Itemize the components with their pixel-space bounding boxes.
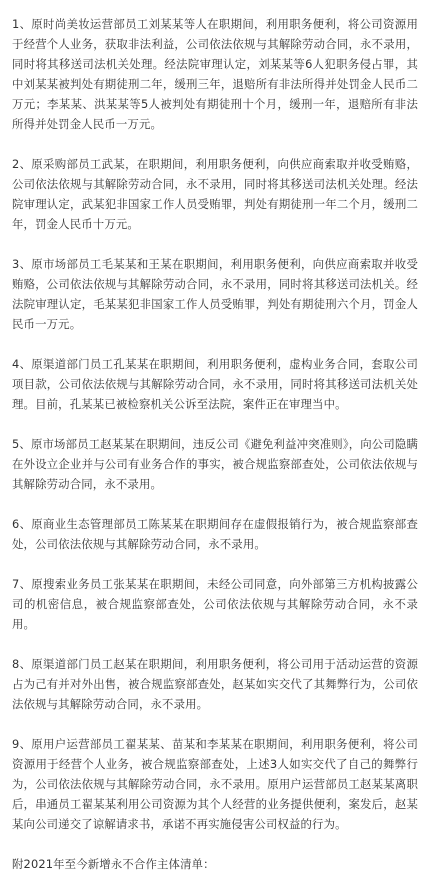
case-paragraph-8: 8、原渠道部门员工赵某在职期间，利用职务便利，将公司用于活动运营的资源占为己有并对外出售，被合规监察部查处，赵某如实交代了其舞弊行为，公司依法依规与其解除劳动合同，永不录用。 (12, 657, 418, 711)
case-paragraph-2: 2、原采购部员工武某，在职期间，利用职务便利，向供应商索取并收受贿赂，公司依法依规与其解除劳动合同，永不录用，同时将其移送司法机关处理。经法院审理认定，武某犯非国家工作人员受贿罪，判处有期徒刑一年二个月，缓刑二年，罚金人民币十万元。 (12, 157, 418, 231)
case-paragraph-9: 9、原用户运营部员工翟某某、苗某和李某某在职期间，利用职务便利，将公司资源用于经营个人业务，被合规监察部查处，上述3人如实交代了自己的舞弊行为，公司依法依规与其解除劳动合同，永不录用。原用户运营部员工赵某某离职后，串通员工翟某某利用公司资源为其个人经营的业务提供便利，案发后，赵某某向公司递交了谅解请求书，承诺不再实施侵害公司权益的行为。 (12, 737, 418, 831)
case-paragraph-3: 3、原市场部员工毛某某和王某在职期间，利用职务便利，向供应商索取并收受贿赂，公司依法依规与其解除劳动合同，永不录用，同时将其移送司法机关。经法院审理认定，毛某某犯非国家工作人员受贿罪，判处有期徒刑六个月，罚金人民币一万元。 (12, 257, 418, 331)
case-paragraph-5: 5、原市场部员工赵某某在职期间，违反公司《避免利益冲突准则》，向公司隐瞒在外设立企业并与公司有业务合作的事实，被合规监察部查处，公司依法依规与其解除劳动合同，永不录用。 (12, 437, 418, 491)
appendix-heading: 附2021年至今新增永不合作主体清单： (12, 857, 215, 871)
case-paragraph-6: 6、原商业生态管理部员工陈某某在职期间存在虚假报销行为，被合规监察部查处，公司依法依规与其解除劳动合同，永不录用。 (12, 517, 418, 551)
case-paragraph-7: 7、原搜索业务员工张某某在职期间，未经公司同意，向外部第三方机构披露公司的机密信息，被合规监察部查处，公司依法依规与其解除劳动合同，永不录用。 (12, 577, 418, 631)
case-paragraph-4: 4、原渠道部门员工孔某某在职期间，利用职务便利，虚构业务合同，套取公司项目款，公司依法依规与其解除劳动合同，永不录用，同时将其移送司法机关处理。目前，孔某某已被检察机关公诉至法院，案件正在审理当中。 (12, 357, 418, 411)
case-paragraph-1: 1、原时尚美妆运营部员工刘某某等人在职期间，利用职务便利，将公司资源用于经营个人业务，获取非法利益，公司依法依规与其解除劳动合同，永不录用，同时将其移送司法机关处理。经法院审理认定，刘某某等6人犯职务侵占罪，其中刘某某被判处有期徒刑二年，缓刑三年，退赔所有非法所得并处罚金人民币二万元；李某某、洪某某等5人被判处有期徒刑十个月，缓刑一年，退赔所有非法所得并处罚金人民币一万元。 (12, 17, 418, 131)
